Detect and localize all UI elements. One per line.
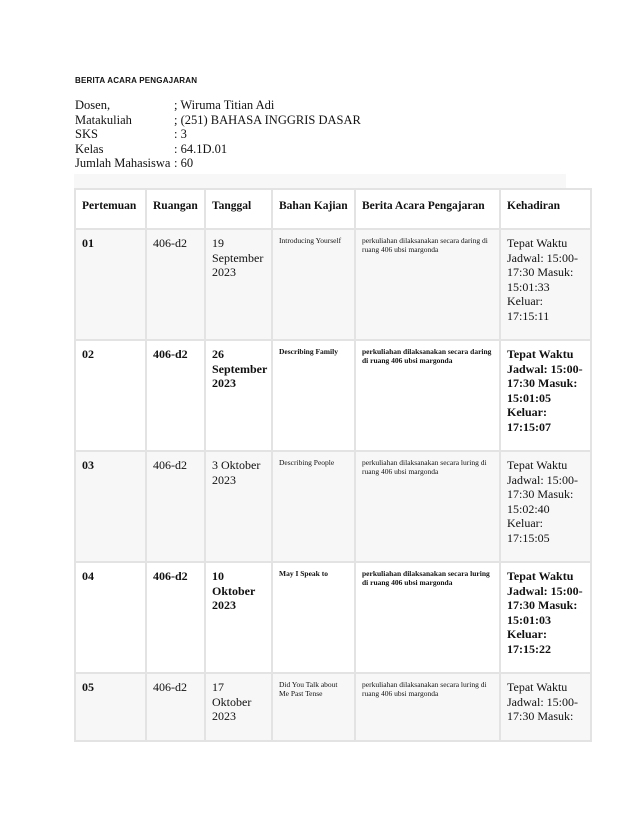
header-topic: Bahan Kajian <box>272 189 355 229</box>
table-row <box>75 673 591 741</box>
info-label: Matakuliah <box>75 112 132 127</box>
cell-topic: Did You Talk about Me Past Tense <box>272 673 355 741</box>
cell-date: 10 Oktober 2023 <box>205 562 272 673</box>
info-value: : 64.1D.01 <box>174 141 228 156</box>
table-row <box>75 340 591 451</box>
cell-description: perkuliahan dilaksanakan secara luring di ruang 406 ubsi margonda <box>355 562 500 673</box>
header-meeting: Pertemuan <box>75 189 146 229</box>
cell-room: 406-d2 <box>146 673 205 741</box>
cell-attendance: Tepat Waktu Jadwal: 15:00-17:30 Masuk: 15:01:33 Keluar: 17:15:11 <box>500 229 591 340</box>
table-row <box>75 451 591 562</box>
cell-date: 3 Oktober 2023 <box>205 451 272 562</box>
cell-date: 17 Oktober 2023 <box>205 673 272 741</box>
info-value: ; Wiruma Titian Adi <box>174 98 275 112</box>
cell-attendance: Tepat Waktu Jadwal: 15:00-17:30 Masuk: 15:02:40 Keluar: 17:15:05 <box>500 451 591 562</box>
cell-topic: Describing Family <box>272 340 355 451</box>
info-row-class <box>75 142 361 157</box>
cell-room: 406-d2 <box>146 562 205 673</box>
cell-room: 406-d2 <box>146 229 205 340</box>
cell-meeting: 05 <box>75 673 146 741</box>
cell-attendance: Tepat Waktu Jadwal: 15:00-17:30 Masuk: 15:01:05 Keluar: 17:15:07 <box>500 340 591 451</box>
cell-description: perkuliahan dilaksanakan secara luring di ruang 406 ubsi margonda <box>355 451 500 562</box>
cell-meeting: 03 <box>75 451 146 562</box>
cell-attendance: Tepat Waktu Jadwal: 15:00-17:30 Masuk: 15:01:03 Keluar: 17:15:22 <box>500 562 591 673</box>
cell-topic: Introducing Yourself <box>272 229 355 340</box>
table-header-row <box>75 189 591 229</box>
info-value: ; (251) BAHASA INGGRIS DASAR <box>174 112 361 127</box>
course-info <box>75 98 361 171</box>
info-label: Jumlah Mahasiswa <box>75 156 171 171</box>
info-value: : 60 <box>174 156 194 171</box>
info-row-credits <box>75 127 361 142</box>
info-row-lecturer <box>75 98 361 113</box>
info-row-students <box>75 156 361 171</box>
teaching-log-table <box>74 188 590 742</box>
cell-meeting: 02 <box>75 340 146 451</box>
cell-room: 406-d2 <box>146 340 205 451</box>
cell-meeting: 01 <box>75 229 146 340</box>
cell-description: perkuliahan dilaksanakan secara daring di ruang 406 ubsi margonda <box>355 229 500 340</box>
header-date: Tanggal <box>205 189 272 229</box>
header-room: Ruangan <box>146 189 205 229</box>
info-label: Kelas <box>75 141 104 156</box>
info-label: SKS <box>75 127 98 142</box>
cell-topic: Describing People <box>272 451 355 562</box>
cell-room: 406-d2 <box>146 451 205 562</box>
cell-description: perkuliahan dilaksanakan secara luring di ruang 406 ubsi margonda <box>355 673 500 741</box>
header-attendance: Kehadiran <box>500 189 591 229</box>
info-value: : 3 <box>174 127 187 142</box>
info-row-course <box>75 113 361 128</box>
cell-meeting: 04 <box>75 562 146 673</box>
header-description: Berita Acara Pengajaran <box>355 189 500 229</box>
cell-date: 19 September 2023 <box>205 229 272 340</box>
document-title: BERITA ACARA PENGAJARAN <box>75 76 198 85</box>
cell-date: 26 September 2023 <box>205 340 272 451</box>
table-row <box>75 229 591 340</box>
info-label: Dosen, <box>75 98 111 112</box>
cell-description: perkuliahan dilaksanakan secara daring di ruang 406 ubsi margonda <box>355 340 500 451</box>
cell-topic: May I Speak to <box>272 562 355 673</box>
table-row <box>75 562 591 673</box>
cell-attendance: Tepat Waktu Jadwal: 15:00-17:30 Masuk: <box>500 673 591 741</box>
